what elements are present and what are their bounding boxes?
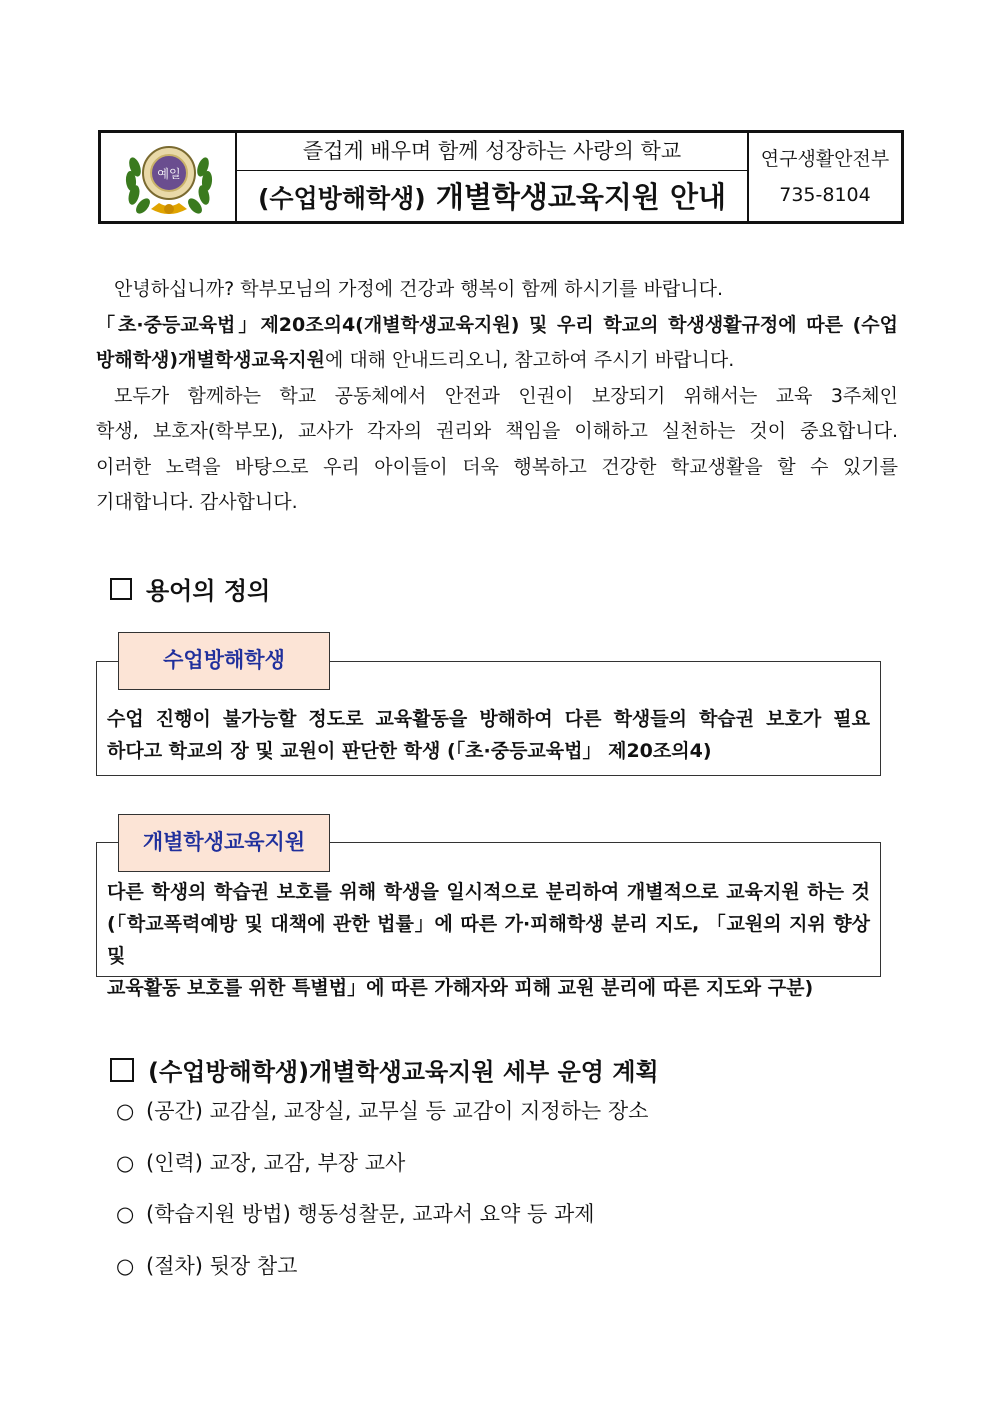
intro-paragraph <box>96 272 898 521</box>
phone-number: 735-8104 <box>779 184 871 206</box>
intro-line-5: 학생, 보호자(학부모), 교사가 각자의 권리와 책임을 이해하고 실천하는 것이 중요합니다. <box>96 420 898 442</box>
list-item <box>116 1248 648 1300</box>
checkbox-icon <box>110 578 132 600</box>
plan-item-text: (학습지원 방법) 행동성찰문, 교과서 요약 등 과제 <box>146 1202 595 1226</box>
intro-line-2: 「초·중등교육법」제20조의4(개별학생교육지원) 및 우리 학교의 학생생활규정에 따른 (수업 <box>96 313 898 336</box>
bullet-icon: ○ <box>116 1099 135 1123</box>
intro-line-3-bold: 방해학생)개별학생교육지원 <box>96 349 325 371</box>
definition-2-line-2: (「학교폭력예방 및 대책에 관한 법률」에 따른 가·피해학생 분리 지도, 「교원의 지위 향상 및 <box>107 913 870 967</box>
intro-line-3 <box>96 343 898 379</box>
definition-2-text <box>107 876 870 1004</box>
definitions-heading-text: 용어의 정의 <box>146 577 271 605</box>
list-item <box>116 1145 648 1197</box>
plan-list <box>116 1093 648 1299</box>
bullet-icon: ○ <box>116 1253 135 1278</box>
definition-1-line-1: 수업 진행이 불가능할 정도로 교육활동을 방해하여 다른 학생들의 학습권 보호가 필요 <box>107 708 870 730</box>
definition-1-text <box>107 703 870 767</box>
header-title-block <box>237 133 749 221</box>
plan-item-text: (공간) 교감실, 교장실, 교무실 등 교감이 지정하는 장소 <box>146 1099 649 1123</box>
school-motto: 즐겁게 배우며 함께 성장하는 사랑의 학교 <box>237 133 747 171</box>
definition-1-tag: 수업방해학생 <box>118 632 330 690</box>
checkbox-icon <box>110 1058 134 1082</box>
emblem-text: 예일 <box>157 167 181 181</box>
contact-block <box>749 133 901 221</box>
title-main: 개별학생교육지원 안내 <box>435 180 727 214</box>
title-prefix: (수업방해학생) <box>257 184 426 213</box>
intro-line-3-rest: 에 대해 안내드리오니, 참고하여 주시기 바랍니다. <box>324 349 735 371</box>
definition-2-tag: 개별학생교육지원 <box>118 814 330 872</box>
document-header <box>98 130 904 224</box>
school-emblem-icon <box>121 139 217 221</box>
definition-2-line-1: 다른 학생의 학습권 보호를 위해 학생을 일시적으로 분리하여 개별적으로 교육지원 하는 것 <box>107 881 870 903</box>
intro-line-6: 이러한 노력을 바탕으로 우리 아이들이 더욱 행복하고 건강한 학교생활을 할 수 있기를 <box>96 455 898 478</box>
definition-2-line-3: 교육활동 보호를 위한 특별법」에 따른 가해자와 피해 교원 분리에 따른 지도와 구분) <box>107 977 814 999</box>
intro-line-4: 모두가 함께하는 학교 공동체에서 안전과 인권이 보장되기 위해서는 교육 3주체인 <box>114 384 898 407</box>
intro-line-1: 안녕하십니까? 학부모님의 가정에 건강과 행복이 함께 하시기를 바랍니다. <box>114 278 724 300</box>
bullet-icon: ○ <box>116 1150 135 1175</box>
bullet-icon: ○ <box>116 1202 135 1226</box>
school-emblem-cell <box>101 133 237 221</box>
plan-heading <box>110 1052 659 1087</box>
definitions-heading <box>110 571 270 606</box>
list-item <box>116 1196 648 1248</box>
department-name: 연구생활안전부 <box>760 148 890 170</box>
definition-1-line-2: 하다고 학교의 장 및 교원이 판단한 학생 (「초·중등교육법」 제20조의4) <box>107 740 712 762</box>
plan-heading-text: (수업방해학생)개별학생교육지원 세부 운영 계획 <box>148 1058 659 1086</box>
document-title <box>237 171 747 225</box>
list-item <box>116 1093 648 1145</box>
intro-line-7: 기대합니다. 감사합니다. <box>96 491 298 513</box>
plan-item-text: (인력) 교장, 교감, 부장 교사 <box>146 1150 406 1175</box>
plan-item-text: (절차) 뒷장 참고 <box>146 1253 298 1278</box>
